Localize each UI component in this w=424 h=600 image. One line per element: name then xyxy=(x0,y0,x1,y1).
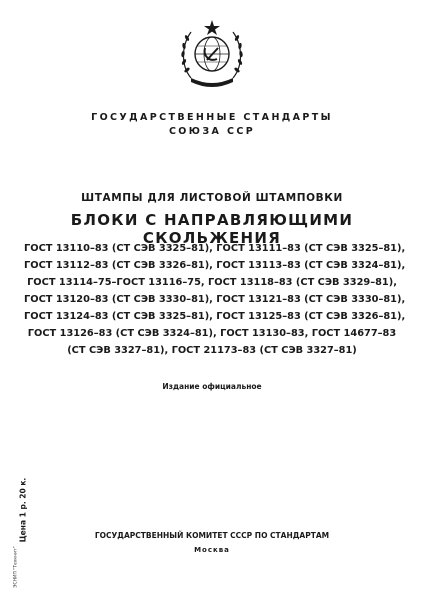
standards-line: (СТ СЭВ 3327–81), ГОСТ 21173–83 (СТ СЭВ 3327–81) xyxy=(67,345,357,356)
document-title: БЛОКИ С НАПРАВЛЯЮЩИМИ СКОЛЬЖЕНИЯ xyxy=(70,211,354,247)
price-text: Цена 1 р. 20 к. xyxy=(18,477,28,543)
series-title: ШТАМПЫ ДЛЯ ЛИСТОВОЙ ШТАМПОВКИ xyxy=(81,192,343,204)
standards-line: ГОСТ 13112–83 (СТ СЭВ 3326–81), ГОСТ 13113–83 (СТ СЭВ 3324–81), xyxy=(24,260,406,271)
standards-line: ГОСТ 13126–83 (СТ СЭВ 3324–81), ГОСТ 13130–83, ГОСТ 14677–83 xyxy=(27,328,397,339)
city: Москва xyxy=(194,546,230,554)
edition-note: Издание официальное xyxy=(162,382,262,391)
standards-line: ГОСТ 13120–83 (СТ СЭВ 3330–81), ГОСТ 13121–83 (СТ СЭВ 3330–81), xyxy=(24,294,406,305)
publisher: ГОСУДАРСТВЕННЫЙ КОМИТЕТ СССР ПО СТАНДАРТАМ xyxy=(94,531,330,540)
standards-line: ГОСТ 13124–83 (СТ СЭВ 3325–81), ГОСТ 13125–83 (СТ СЭВ 3326–81), xyxy=(24,311,406,322)
header-line-2: СОЮЗА ССР xyxy=(168,126,256,137)
standards-line: ГОСТ 13110–83 (СТ СЭВ 3325–81), ГОСТ 13111–83 (СТ СЭВ 3325–81), xyxy=(24,243,406,254)
standards-line: ГОСТ 13114–75–ГОСТ 13116–75, ГОСТ 13118–83 (СТ СЭВ 3329–81), xyxy=(27,277,397,288)
standards-list xyxy=(24,240,406,359)
printer-mark-text: ЭСНИП "Техкнит" xyxy=(13,546,19,588)
header-line-1: ГОСУДАРСТВЕННЫЕ СТАНДАРТЫ xyxy=(91,112,333,123)
ussr-coat-of-arms-icon xyxy=(177,18,247,90)
